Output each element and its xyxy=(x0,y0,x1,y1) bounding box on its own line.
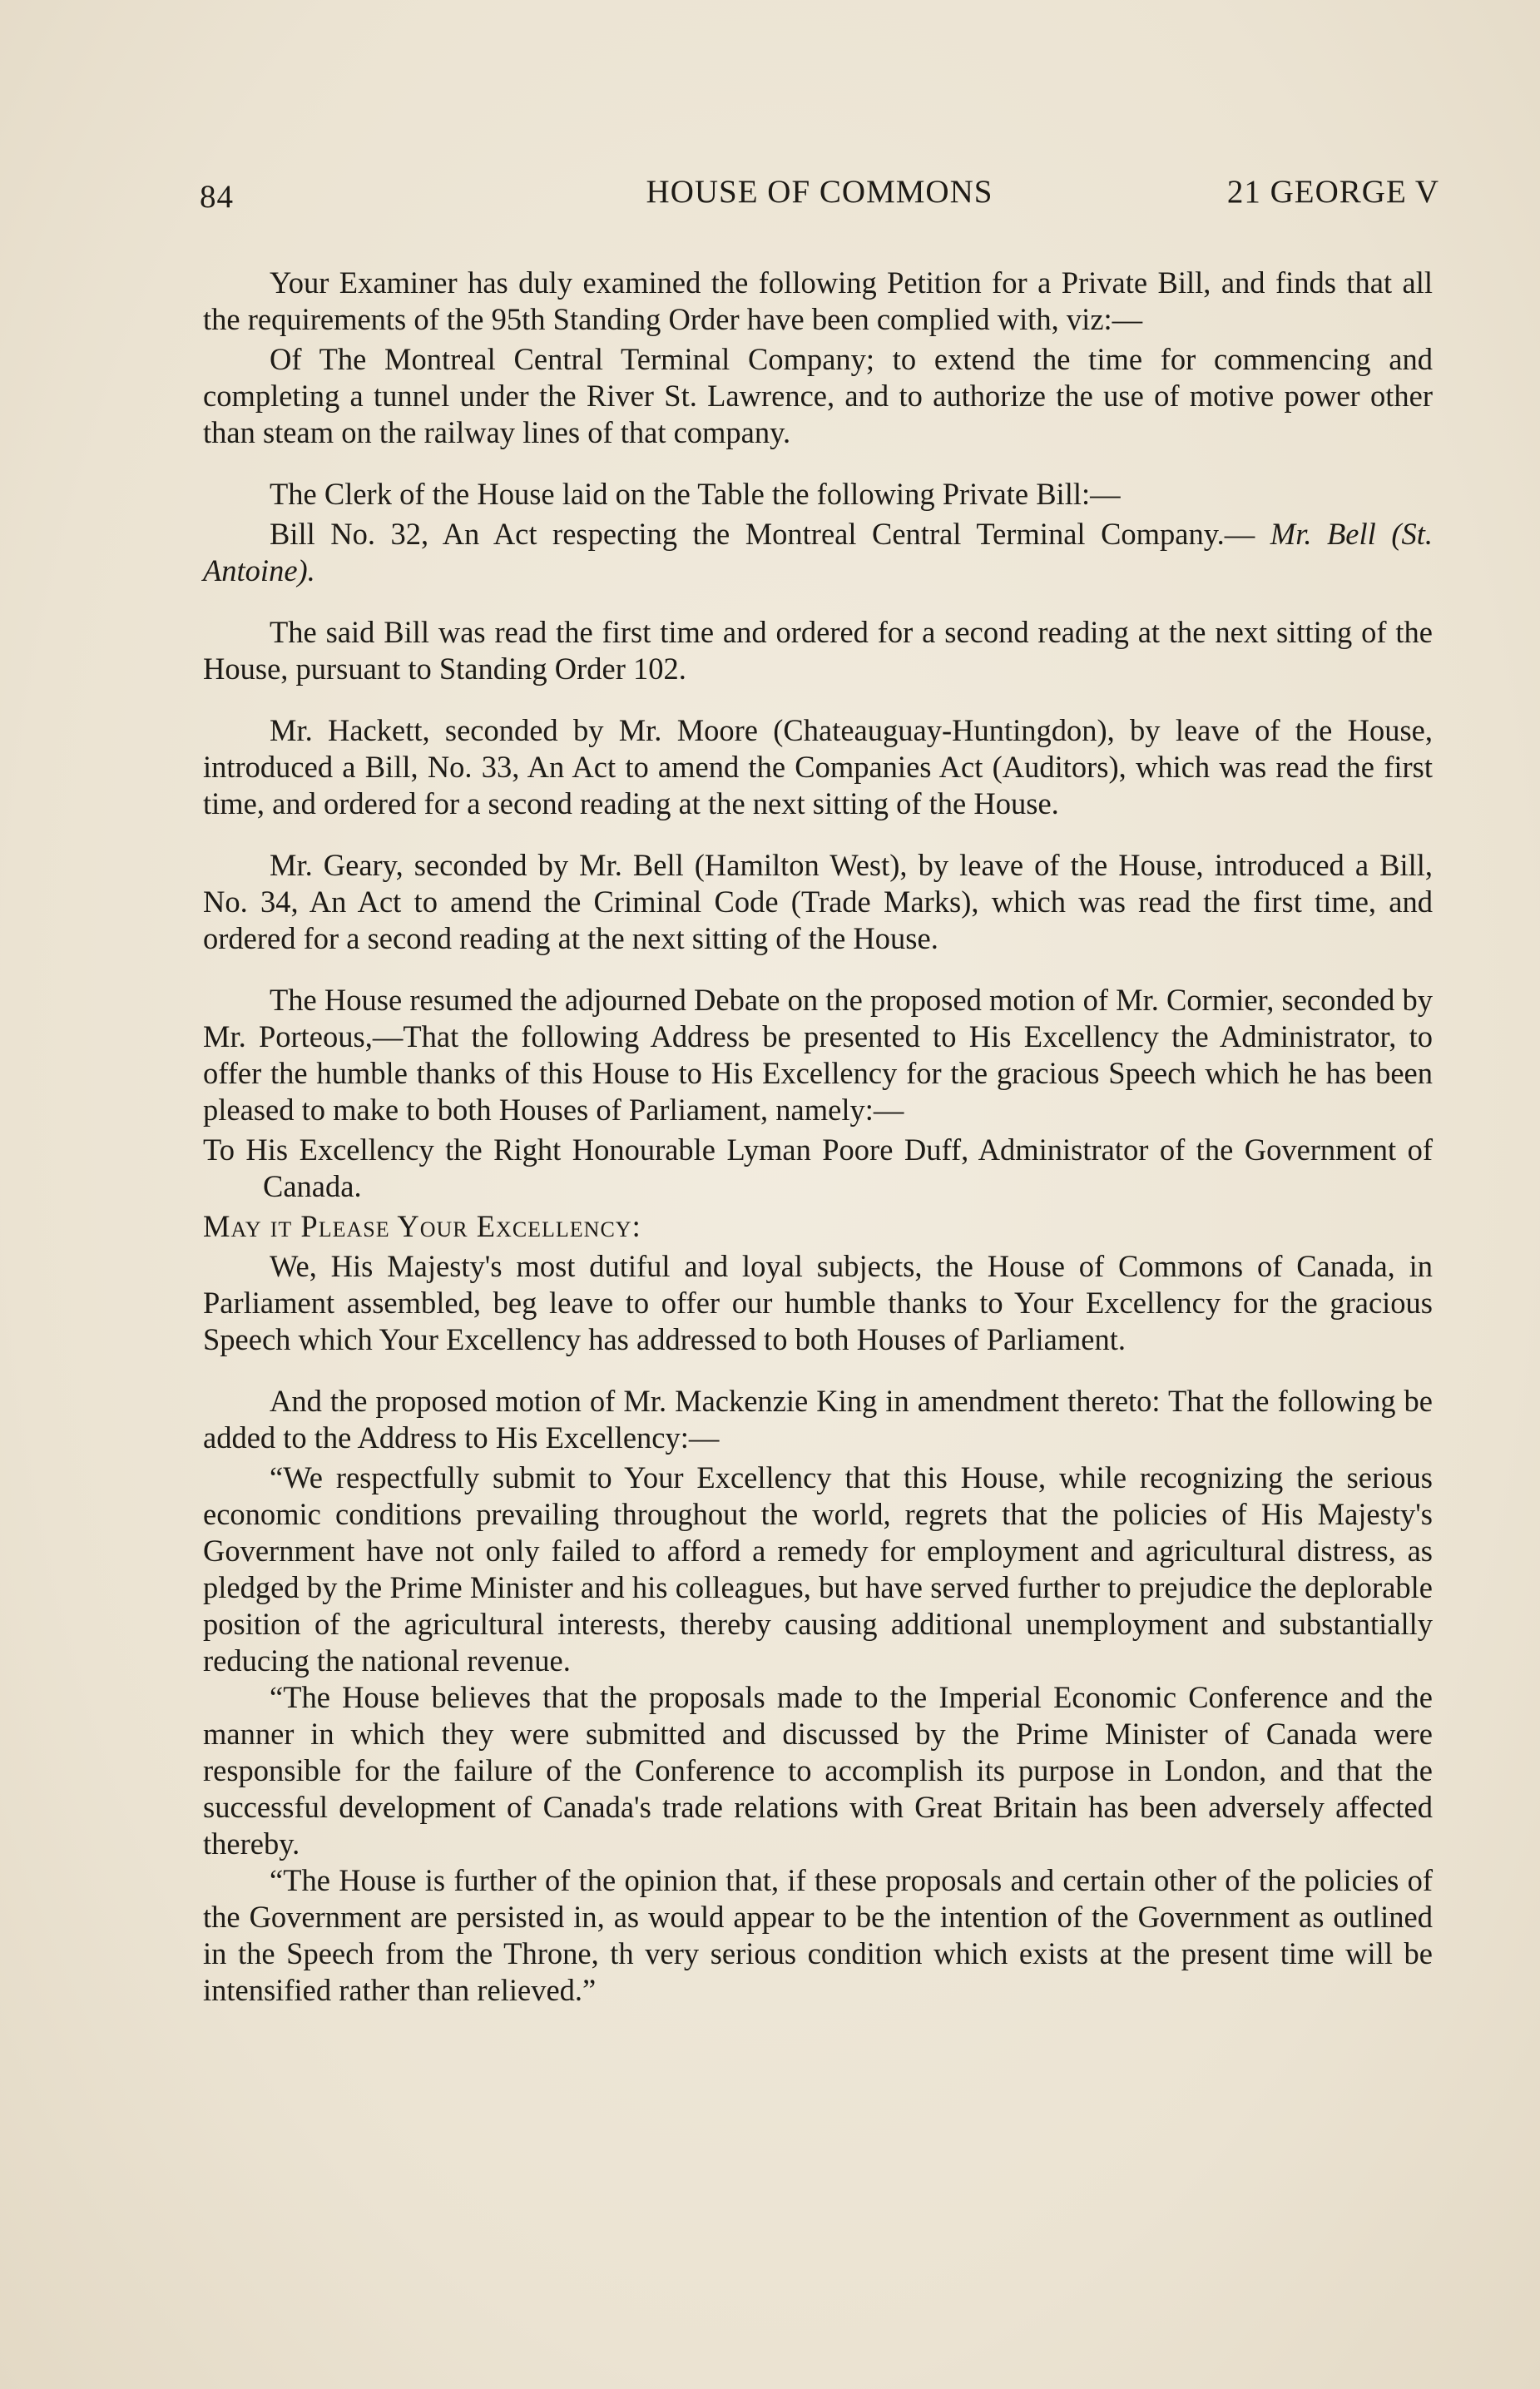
journal-body xyxy=(203,265,1433,2009)
salutation: May it Please Your Excellency: xyxy=(203,1209,641,1243)
bill-32-paragraph xyxy=(203,516,1433,589)
bill-33-paragraph: Mr. Hackett, seconded by Mr. Moore (Chateauguay-Huntingdon), by leave of the House, introduced a Bill, No. 33, An Act to amend the Companies Act (Auditors), which was read the first time, and ordered for a second reading at the next sitting of the House. xyxy=(203,713,1433,820)
amendment-quote-3: “The House is further of the opinion that, if these proposals and certain other of the policies of the Government are persisted in, as would appear to be the intention of the Government as outlined in the Speech from the Throne, th very serious condition which exists at the present time will be intensified rather than relieved.” xyxy=(203,1863,1433,2007)
address-body-paragraph: We, His Majesty's most dutiful and loyal subjects, the House of Commons of Canada, in Parliament assembled, beg leave to offer our humble thanks to Your Excellency for the gracious Speech which Your Excellency has addressed to both Houses of Parliament. xyxy=(203,1249,1433,1356)
page-number: 84 xyxy=(200,179,234,215)
bill-32-text: Bill No. 32, An Act respecting the Montreal Central Terminal Company.— xyxy=(270,517,1255,551)
journal-title: HOUSE OF COMMONS xyxy=(646,174,993,210)
page-header xyxy=(200,173,1439,215)
bill-32-member: Mr. Bell (St. Antoine). xyxy=(203,517,1433,587)
petition-paragraph: Of The Montreal Central Terminal Company; to extend the time for commencing and completing a tunnel under the River St. Lawrence, and to authorize the use of motive power other than steam on the railway lines of that company. xyxy=(203,342,1433,449)
amendment-quote-1: “We respectfully submit to Your Excellency that this House, while recognizing the serious economic conditions prevailing throughout the world, regrets that the policies of His Majesty's Government have not only failed to afford a remedy for employment and agricultural distress, as pledged by the Prime Minister and his colleagues, but have served further to prejudice the deplorable position of the agricultural interests, thereby causing additional unemployment and substantially reducing the national revenue. xyxy=(203,1460,1433,1678)
bill-34-paragraph: Mr. Geary, seconded by Mr. Bell (Hamilton West), by leave of the House, introduced a Bill, No. 34, An Act to amend the Criminal Code (Trade Marks), which was read the first time, and ordered for a second reading at the next sitting of the House. xyxy=(203,848,1433,955)
bill-32-reading-paragraph: The said Bill was read the first time and ordered for a second reading at the next sitting of the House, pursuant to Standing Order 102. xyxy=(203,615,1433,686)
examiner-report-paragraph: Your Examiner has duly examined the following Petition for a Private Bill, and finds that all the requirements of the 95th Standing Order have been complied with, viz:— xyxy=(203,265,1433,336)
debate-paragraph: The House resumed the adjourned Debate on the proposed motion of Mr. Cormier, seconded by Mr. Porteous,—That the following Address be presented to His Excellency the Administrator, to offer the humble thanks of this House to His Excellency for the gracious Speech which he has been pleased to make to both Houses of Parliament, namely:— xyxy=(203,983,1433,1127)
reign-label: 21 GEORGE V xyxy=(1226,174,1439,210)
amendment-quote-2: “The House believes that the proposals made to the Imperial Economic Conference and the manner in which they were submitted and discussed by the Prime Minister of Canada were responsible for the failure of the Conference to accomplish its purpose in London, and that the successful development of Canada's trade relations with Great Britain has been adversely affected thereby. xyxy=(203,1680,1433,1861)
address-to-paragraph: To His Excellency the Right Honourable Lyman Poore Duff, Administrator of the Government of Canada. xyxy=(203,1133,1433,1203)
clerk-paragraph: The Clerk of the House laid on the Table the following Private Bill:— xyxy=(270,477,1121,511)
amendment-paragraph: And the proposed motion of Mr. Mackenzie King in amendment thereto: That the following be added to the Address to His Excellency:— xyxy=(203,1384,1433,1455)
